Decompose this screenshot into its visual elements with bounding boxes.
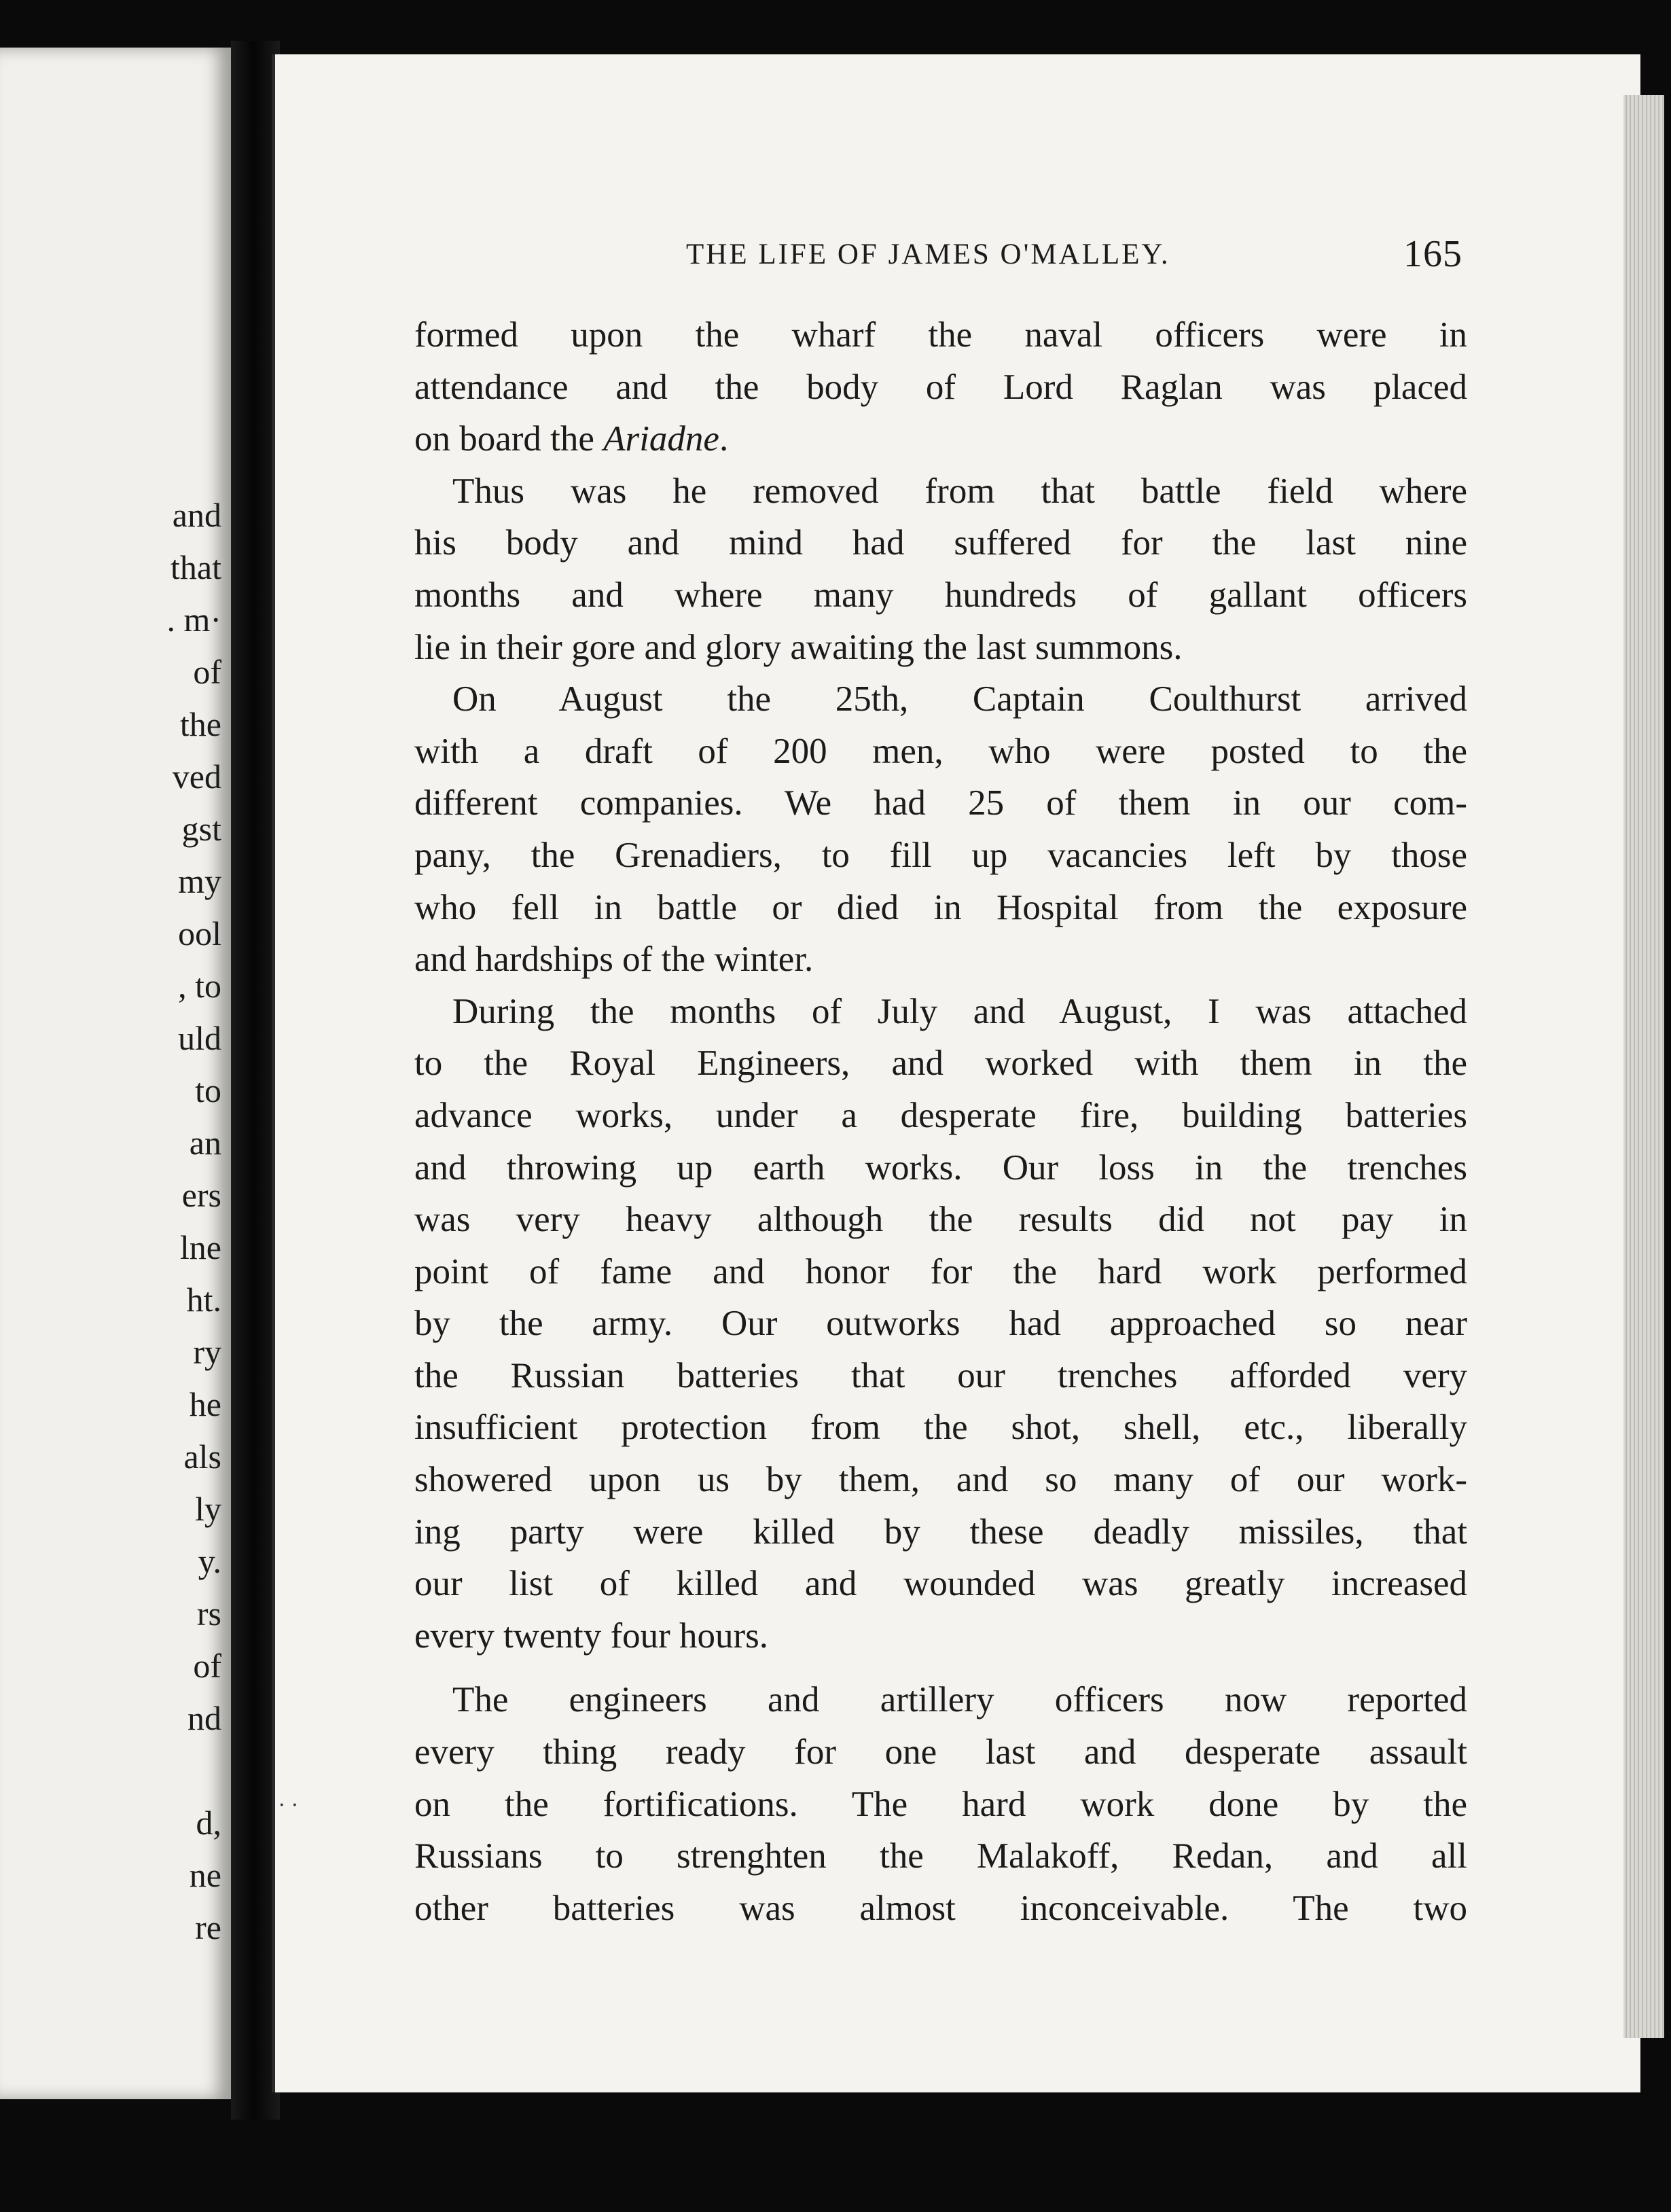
left-fragment: and [172,496,221,534]
text-line [414,1726,1467,1779]
page-edges [1623,95,1664,2038]
text-line [414,1037,1467,1090]
left-fragment: that [170,548,221,586]
line-text: advance works, under a desperate fire, building batteries [414,1095,1467,1135]
line-text: showered upon us by them, and so many of our work- [414,1460,1467,1500]
page-number: 165 [1403,233,1462,275]
text-line [414,1402,1467,1454]
text-line [414,986,1467,1038]
left-fragment: re [195,1908,221,1946]
text-line [414,1830,1467,1883]
text-line [414,1779,1467,1831]
ship-name: Ariadne [603,419,719,459]
line-text: Russians to strenghten the Malakoff, Redan, and all [414,1836,1467,1876]
running-head: THE LIFE OF JAMES O'MALLEY. [686,238,1170,270]
left-fragment: ly [195,1490,221,1528]
line-text: and throwing up earth works. Our loss in the trenches [414,1147,1467,1188]
text-line [414,569,1467,622]
left-fragment: y. [198,1542,221,1580]
left-fragment: , to [178,967,221,1005]
left-fragment: the [179,705,221,743]
line-text: The engineers and artillery officers now reported [452,1680,1467,1720]
text-line [414,726,1467,778]
line-text: to the Royal Engineers, and worked with them in the [414,1043,1467,1084]
left-fragment: an [189,1124,221,1162]
line-text: who fell in battle or died in Hospital from the exposure [414,887,1467,927]
line-text: pany, the Grenadiers, to fill up vacancies left by those [414,835,1467,875]
line-text: formed upon the wharf the naval officers were in [414,315,1467,355]
text-line [414,1674,1467,1726]
line-text: and hardships of the winter. [414,940,814,980]
line-text: with a draft of 200 men, who were posted to the [414,731,1467,771]
text-line [414,1350,1467,1402]
left-fragment: ved [172,757,221,796]
left-fragment: ry [193,1333,221,1371]
left-fragment: rs [196,1594,221,1633]
text-line [414,517,1467,569]
text-line [414,361,1467,414]
text-line [414,465,1467,518]
left-fragment: my [178,862,221,900]
text-line [414,1558,1467,1610]
text-line [414,1298,1467,1350]
text-line [414,1454,1467,1506]
line-text: other batteries was almost inconceivable. The two [414,1888,1467,1928]
line-text: was very heavy although the results did not pay in [414,1200,1467,1240]
line-text: lie in their gore and glory awaiting the last summons. [414,627,1183,667]
left-fragment: ht. [186,1281,221,1319]
line-text: ing party were killed by these deadly missiles, that [414,1512,1467,1552]
left-fragment [166,1745,221,1797]
text-line [414,1090,1467,1142]
line-text: every twenty four hours. [414,1616,769,1656]
line-text: our list of killed and wounded was greatly increased [414,1564,1467,1604]
text-line [414,830,1467,882]
left-fragment: uld [178,1019,221,1057]
text-line [414,777,1467,830]
left-fragment: of [193,653,221,691]
left-fragment: to [195,1071,221,1109]
line-text: every thing ready for one last and desperate assault [414,1732,1467,1772]
text-line [414,1506,1467,1558]
line-text: on board the [414,419,604,459]
margin-specks: · · [278,1794,298,1817]
left-page-text-fragments [166,489,221,1954]
line-text: Thus was he removed from that battle field where [452,471,1467,511]
line-text: During the months of July and August, I was attached [452,991,1467,1031]
line-text: point of fame and honor for the hard work performed [414,1251,1467,1291]
text-line [414,1194,1467,1246]
left-fragment: he [189,1385,221,1423]
left-fragment: of [193,1647,221,1685]
text-line [414,882,1467,934]
left-fragment: . m· [166,601,221,639]
text-line [414,673,1467,726]
line-text: his body and mind had suffered for the last nine [414,523,1467,563]
left-fragment: ers [181,1176,221,1214]
body-text [414,309,1467,1934]
left-fragment: d, [196,1804,221,1842]
left-fragment: nd [187,1699,221,1737]
line-tail: . [719,419,729,459]
left-fragment: als [183,1438,221,1476]
line-text: on the fortifications. The hard work done by the [414,1784,1467,1824]
text-line [414,622,1467,674]
line-text: different companies. We had 25 of them in our com- [414,783,1467,823]
left-fragment: lne [179,1228,221,1266]
left-fragment: gst [181,810,221,848]
line-text: by the army. Our outworks had approached so near [414,1304,1467,1344]
left-page [0,48,231,2099]
line-text: months and where many hundreds of gallant officers [414,575,1467,615]
text-line [414,933,1467,986]
text-line [414,1142,1467,1194]
text-line [414,1246,1467,1298]
text-line [414,309,1467,361]
line-text: On August the 25th, Captain Coulthurst arrived [452,679,1467,719]
line-text: the Russian batteries that our trenches afforded very [414,1355,1467,1395]
left-fragment: ne [189,1856,221,1894]
text-line [414,413,1467,465]
text-line [414,1883,1467,1935]
line-text: attendance and the body of Lord Raglan was placed [414,367,1467,407]
text-line [414,1610,1467,1662]
left-fragment: ool [178,914,221,952]
line-text: insufficient protection from the shot, shell, etc., liberally [414,1408,1467,1448]
